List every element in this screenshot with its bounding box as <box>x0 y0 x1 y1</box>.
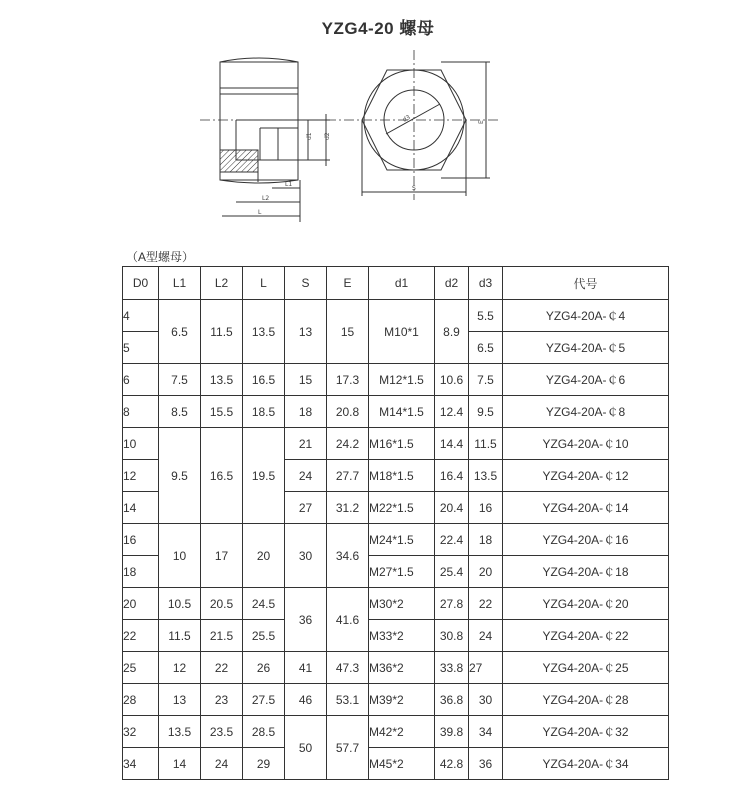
cell-d2: 14.4 <box>435 428 469 460</box>
cell-d3: 30 <box>469 684 503 716</box>
cell-l: 16.5 <box>243 364 285 396</box>
cell-e: 34.6 <box>327 524 369 588</box>
cell-d2: 27.8 <box>435 588 469 620</box>
cell-d1: M18*1.5 <box>369 460 435 492</box>
cell-d3: 7.5 <box>469 364 503 396</box>
cell-l: 29 <box>243 748 285 780</box>
column-header: S <box>285 267 327 300</box>
column-header: D0 <box>123 267 159 300</box>
cell-e: 41.6 <box>327 588 369 652</box>
cell-d2: 33.8 <box>435 652 469 684</box>
cell-code: YZG4-20A-￠32 <box>503 716 669 748</box>
cell-l: 27.5 <box>243 684 285 716</box>
table-row <box>123 716 669 748</box>
cell-l1: 6.5 <box>159 300 201 364</box>
cell-e: 53.1 <box>327 684 369 716</box>
cell-l2: 24 <box>201 748 243 780</box>
cell-l1: 10.5 <box>159 588 201 620</box>
cell-d0: 32 <box>123 716 159 748</box>
cell-d3: 5.5 <box>469 300 503 332</box>
cell-d0: 25 <box>123 652 159 684</box>
cell-d2: 10.6 <box>435 364 469 396</box>
column-header: L <box>243 267 285 300</box>
cell-l1: 8.5 <box>159 396 201 428</box>
label-l1: L1 <box>285 181 293 188</box>
cell-d3: 11.5 <box>469 428 503 460</box>
cell-d0: 22 <box>123 620 159 652</box>
column-header: 代号 <box>503 267 669 300</box>
cell-d1: M10*1 <box>369 300 435 364</box>
cell-s: 13 <box>285 300 327 364</box>
cell-d3: 36 <box>469 748 503 780</box>
cell-l2: 22 <box>201 652 243 684</box>
spec-table <box>122 266 669 780</box>
cell-d1: M14*1.5 <box>369 396 435 428</box>
cell-d1: M16*1.5 <box>369 428 435 460</box>
cell-d0: 5 <box>123 332 159 364</box>
table-row <box>123 300 669 332</box>
cell-d0: 34 <box>123 748 159 780</box>
cell-e: 17.3 <box>327 364 369 396</box>
cell-l2: 23.5 <box>201 716 243 748</box>
table-row <box>123 620 669 652</box>
table-row <box>123 524 669 556</box>
cell-e: 15 <box>327 300 369 364</box>
nut-drawing <box>0 0 756 240</box>
cell-l1: 7.5 <box>159 364 201 396</box>
cell-code: YZG4-20A-￠34 <box>503 748 669 780</box>
cell-l1: 13 <box>159 684 201 716</box>
cell-d2: 30.8 <box>435 620 469 652</box>
cell-d2: 12.4 <box>435 396 469 428</box>
cell-s: 36 <box>285 588 327 652</box>
cell-code: YZG4-20A-￠6 <box>503 364 669 396</box>
table-caption: （A型螺母） <box>126 250 195 264</box>
cell-d2: 22.4 <box>435 524 469 556</box>
cell-d0: 6 <box>123 364 159 396</box>
cell-e: 24.2 <box>327 428 369 460</box>
cell-l1: 9.5 <box>159 428 201 524</box>
cell-l: 28.5 <box>243 716 285 748</box>
table-row <box>123 428 669 460</box>
cell-l: 25.5 <box>243 620 285 652</box>
label-d1: d1 <box>306 132 313 140</box>
cell-d1: M42*2 <box>369 716 435 748</box>
cell-l1: 13.5 <box>159 716 201 748</box>
column-header: d3 <box>469 267 503 300</box>
side-view <box>220 58 330 222</box>
cell-s: 50 <box>285 716 327 780</box>
cell-d3: 16 <box>469 492 503 524</box>
cell-d1: M39*2 <box>369 684 435 716</box>
cell-l: 20 <box>243 524 285 588</box>
cell-d0: 12 <box>123 460 159 492</box>
label-l2: L2 <box>262 195 270 202</box>
cell-d1: M30*2 <box>369 588 435 620</box>
cell-s: 46 <box>285 684 327 716</box>
cell-e: 27.7 <box>327 460 369 492</box>
cell-l: 24.5 <box>243 588 285 620</box>
cell-e: 57.7 <box>327 716 369 780</box>
cell-l2: 11.5 <box>201 300 243 364</box>
cell-code: YZG4-20A-￠16 <box>503 524 669 556</box>
cell-d2: 25.4 <box>435 556 469 588</box>
cell-d0: 8 <box>123 396 159 428</box>
cell-l1: 14 <box>159 748 201 780</box>
cell-d2: 20.4 <box>435 492 469 524</box>
cell-code: YZG4-20A-￠18 <box>503 556 669 588</box>
cell-e: 31.2 <box>327 492 369 524</box>
cell-code: YZG4-20A-￠8 <box>503 396 669 428</box>
cell-d3: 13.5 <box>469 460 503 492</box>
cell-l1: 11.5 <box>159 620 201 652</box>
cell-d1: M24*1.5 <box>369 524 435 556</box>
cell-l: 13.5 <box>243 300 285 364</box>
cell-l2: 16.5 <box>201 428 243 524</box>
cell-d1: M27*1.5 <box>369 556 435 588</box>
cell-d3: 20 <box>469 556 503 588</box>
table-row <box>123 684 669 716</box>
cell-code: YZG4-20A-￠4 <box>503 300 669 332</box>
table-row <box>123 364 669 396</box>
cell-s: 15 <box>285 364 327 396</box>
cell-d1: M45*2 <box>369 748 435 780</box>
cell-d1: M22*1.5 <box>369 492 435 524</box>
table-row <box>123 652 669 684</box>
cell-s: 41 <box>285 652 327 684</box>
cell-s: 30 <box>285 524 327 588</box>
cell-d0: 10 <box>123 428 159 460</box>
cell-l2: 17 <box>201 524 243 588</box>
cell-s: 18 <box>285 396 327 428</box>
cell-s: 27 <box>285 492 327 524</box>
cell-d0: 14 <box>123 492 159 524</box>
page-title: YZG4-20 螺母 <box>321 19 435 38</box>
cell-d3: 27 <box>469 652 503 684</box>
cell-d0: 16 <box>123 524 159 556</box>
cell-s: 21 <box>285 428 327 460</box>
cell-d2: 16.4 <box>435 460 469 492</box>
cell-d0: 20 <box>123 588 159 620</box>
cell-d3: 24 <box>469 620 503 652</box>
label-e: E <box>478 120 485 124</box>
cell-code: YZG4-20A-￠14 <box>503 492 669 524</box>
cell-e: 47.3 <box>327 652 369 684</box>
cell-l1: 10 <box>159 524 201 588</box>
cell-code: YZG4-20A-￠20 <box>503 588 669 620</box>
column-header: d2 <box>435 267 469 300</box>
cell-l2: 13.5 <box>201 364 243 396</box>
cell-l2: 23 <box>201 684 243 716</box>
table-row <box>123 588 669 620</box>
cell-d1: M36*2 <box>369 652 435 684</box>
label-l: L <box>258 209 262 216</box>
label-s: S <box>412 185 416 192</box>
cell-code: YZG4-20A-￠10 <box>503 428 669 460</box>
cell-s: 24 <box>285 460 327 492</box>
cell-l1: 12 <box>159 652 201 684</box>
cell-d1: M12*1.5 <box>369 364 435 396</box>
cell-e: 20.8 <box>327 396 369 428</box>
table-row <box>123 396 669 428</box>
cell-d2: 39.8 <box>435 716 469 748</box>
cell-d2: 42.8 <box>435 748 469 780</box>
cell-code: YZG4-20A-￠12 <box>503 460 669 492</box>
cell-l2: 20.5 <box>201 588 243 620</box>
cell-d3: 34 <box>469 716 503 748</box>
cell-code: YZG4-20A-￠22 <box>503 620 669 652</box>
cell-code: YZG4-20A-￠28 <box>503 684 669 716</box>
cell-d3: 6.5 <box>469 332 503 364</box>
cell-d2: 36.8 <box>435 684 469 716</box>
cell-code: YZG4-20A-￠5 <box>503 332 669 364</box>
table-header-row <box>123 267 669 300</box>
table-row <box>123 748 669 780</box>
cell-d3: 18 <box>469 524 503 556</box>
cell-l: 18.5 <box>243 396 285 428</box>
cell-d3: 9.5 <box>469 396 503 428</box>
front-view <box>362 62 490 196</box>
cell-l2: 21.5 <box>201 620 243 652</box>
cell-l2: 15.5 <box>201 396 243 428</box>
cell-d0: 28 <box>123 684 159 716</box>
cell-code: YZG4-20A-￠25 <box>503 652 669 684</box>
column-header: d1 <box>369 267 435 300</box>
label-d2: d2 <box>324 132 331 140</box>
cell-d1: M33*2 <box>369 620 435 652</box>
cell-d3: 22 <box>469 588 503 620</box>
cell-l: 19.5 <box>243 428 285 524</box>
column-header: E <box>327 267 369 300</box>
column-header: L2 <box>201 267 243 300</box>
cell-d2: 8.9 <box>435 300 469 364</box>
column-header: L1 <box>159 267 201 300</box>
cell-d0: 4 <box>123 300 159 332</box>
cell-d0: 18 <box>123 556 159 588</box>
label-d3: d3 <box>401 113 412 124</box>
cell-l: 26 <box>243 652 285 684</box>
